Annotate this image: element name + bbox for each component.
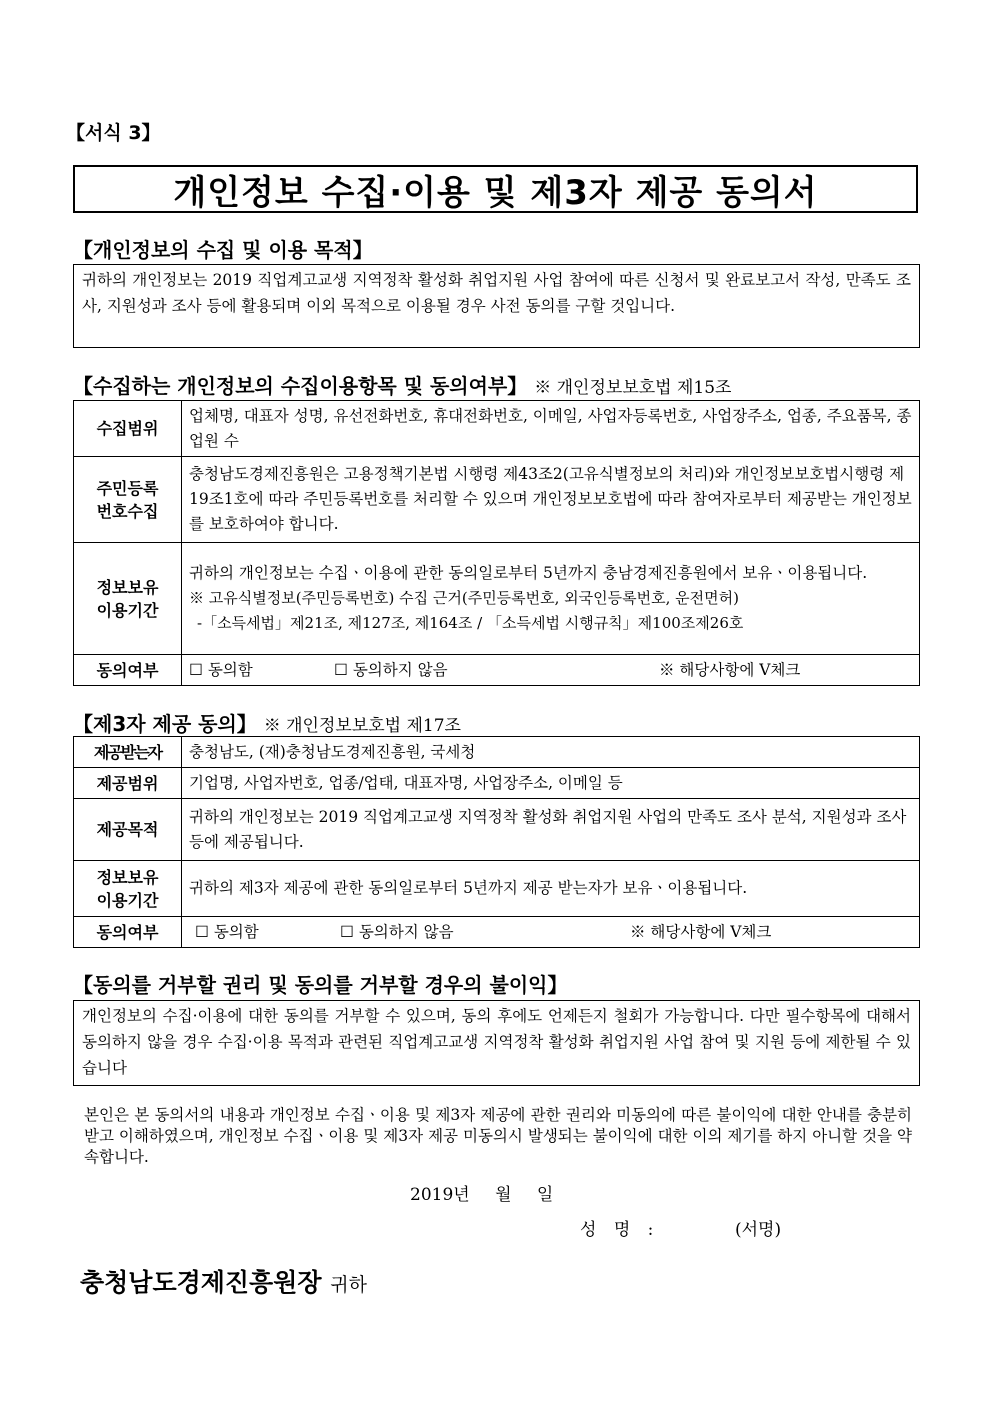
retention-basis-law: -「소득세법」제21조, 제127조, 제164조 / 「소득세법 시행규칙」제100조제26호 — [197, 614, 744, 632]
form-number: 【서식 3】 — [66, 122, 161, 144]
table-row — [74, 655, 920, 686]
resident-number-label-line2: 번호수집 — [96, 501, 159, 521]
collection-law-note: ※ 개인정보보호법 제15조 — [534, 378, 732, 398]
collection-heading-text: 【수집하는 개인정보의 수집이용항목 및 동의여부】 — [73, 374, 528, 398]
recipient-text: 충청남도, (재)충청남도경제진흥원, 국세청 — [182, 737, 920, 768]
collection-agree-label: 동의여부 — [74, 655, 182, 686]
collection-scope-text: 업체명, 대표자 성명, 유선전화번호, 휴대전화번호, 이메일, 사업자등록번호, 사업장주소, 업종, 주요품목, 종업원 수 — [182, 401, 920, 457]
table-row — [74, 543, 920, 655]
third-party-agree-note: ※ 해당사항에 V체크 — [630, 922, 772, 941]
table-row — [74, 917, 920, 948]
date-line: 2019년 월 일 — [410, 1185, 554, 1205]
retention-period-label-line1: 정보보유 — [96, 577, 159, 597]
third-party-agree-yes-checkbox[interactable]: ☐ 동의함 — [195, 922, 259, 941]
collection-heading — [73, 370, 731, 399]
provision-scope-text: 기업명, 사업자번호, 업종/업태, 대표자명, 사업장주소, 이메일 등 — [182, 768, 920, 799]
third-party-agree-label: 동의여부 — [74, 917, 182, 948]
resident-number-text: 충청남도경제진흥원은 고용정책기본법 시행령 제43조2(고유식별정보의 처리)와 개인정보보호법시행령 제19조1호에 따라 주민등록번호를 처리할 수 있으며 개인정보보호법에 따라 참여자로부터 제공받는 개인정보를 보호하여야 합니다. — [182, 457, 920, 543]
recipient-suffix: 귀하 — [330, 1274, 367, 1296]
retention-period-cell — [182, 543, 920, 655]
recipient-label: 제공받는자 — [74, 737, 182, 768]
refusal-text: 개인정보의 수집·이용에 대한 동의를 거부할 수 있으며, 동의 후에도 언제든지 철회가 가능합니다. 다만 필수항목에 대해서 동의하지 않을 경우 수집·이용 목적과 관련된 직업계고교생 지역정착 활성화 취업지원 사업 참여 및 지원 등에 제한될 수 있습니다 — [73, 1000, 920, 1086]
resident-number-label-line1: 주민등록 — [96, 478, 159, 498]
table-row — [74, 768, 920, 799]
pledge-text: 본인은 본 동의서의 내용과 개인정보 수집ㆍ이용 및 제3자 제공에 관한 권리와 미동의에 따른 불이익에 대한 안내를 충분히 받고 이해하였으며, 개인정보 수집ㆍ이용 및 제3자 제공 미동의시 발생되는 불이익에 대한 이의 제기를 하지 아니할 것을 약속합니다. — [84, 1106, 912, 1166]
table-row — [74, 861, 920, 917]
signature-mark: (서명) — [735, 1220, 782, 1240]
provision-purpose-text: 귀하의 개인정보는 2019 직업계고교생 지역정착 활성화 취업지원 사업의 만족도 조사 분석, 지원성과 조사 등에 제공됩니다. — [182, 799, 920, 861]
recipient-line — [80, 1263, 367, 1299]
refusal-heading: 【동의를 거부할 권리 및 동의를 거부할 경우의 불이익】 — [73, 973, 568, 997]
table-row — [74, 737, 920, 768]
third-party-heading — [73, 708, 461, 737]
collection-scope-label: 수집범위 — [74, 401, 182, 457]
document-title: 개인정보 수집·이용 및 제3자 제공 동의서 — [73, 165, 918, 213]
resident-number-label — [74, 457, 182, 543]
collection-agree-cell — [182, 655, 920, 686]
third-party-agree-no-checkbox[interactable]: ☐ 동의하지 않음 — [340, 922, 454, 941]
third-party-retention-label-line2: 이용기간 — [96, 890, 159, 910]
collection-agree-note: ※ 해당사항에 V체크 — [659, 660, 801, 679]
retention-period-label — [74, 543, 182, 655]
third-party-retention-label — [74, 861, 182, 917]
third-party-retention-text: 귀하의 제3자 제공에 관한 동의일로부터 5년까지 제공 받는자가 보유ㆍ이용됩니다. — [182, 861, 920, 917]
purpose-text: 귀하의 개인정보는 2019 직업계고교생 지역정착 활성화 취업지원 사업 참여에 따른 신청서 및 완료보고서 작성, 만족도 조사, 지원성과 조사 등에 활용되며 이외 목적으로 이용될 경우 사전 동의를 구할 것입니다. — [73, 264, 920, 348]
table-row — [74, 799, 920, 861]
provision-purpose-label: 제공목적 — [74, 799, 182, 861]
collection-agree-yes-checkbox[interactable]: ☐ 동의함 — [189, 660, 253, 679]
retention-basis-note: ※ 고유식별정보(주민등록번호) 수집 근거(주민등록번호, 외국인등록번호, 운전면허) — [189, 589, 739, 607]
signature-name-label: 성 명 : — [580, 1220, 660, 1240]
recipient-name: 충청남도경제진흥원장 — [80, 1268, 322, 1297]
third-party-heading-text: 【제3자 제공 동의】 — [73, 712, 257, 736]
collection-agree-no-checkbox[interactable]: ☐ 동의하지 않음 — [334, 660, 448, 679]
retention-period-text: 귀하의 개인정보는 수집ㆍ이용에 관한 동의일로부터 5년까지 충남경제진흥원에서 보유ㆍ이용됩니다. — [189, 564, 868, 582]
collection-table — [73, 400, 920, 686]
third-party-law-note: ※ 개인정보보호법 제17조 — [263, 716, 461, 736]
provision-scope-label: 제공범위 — [74, 768, 182, 799]
signature-line — [580, 1215, 781, 1240]
retention-period-label-line2: 이용기간 — [96, 600, 159, 620]
third-party-agree-cell — [182, 917, 920, 948]
third-party-retention-label-line1: 정보보유 — [96, 867, 159, 887]
table-row — [74, 401, 920, 457]
purpose-heading: 【개인정보의 수집 및 이용 목적】 — [73, 238, 373, 262]
third-party-table — [73, 736, 920, 948]
table-row — [74, 457, 920, 543]
